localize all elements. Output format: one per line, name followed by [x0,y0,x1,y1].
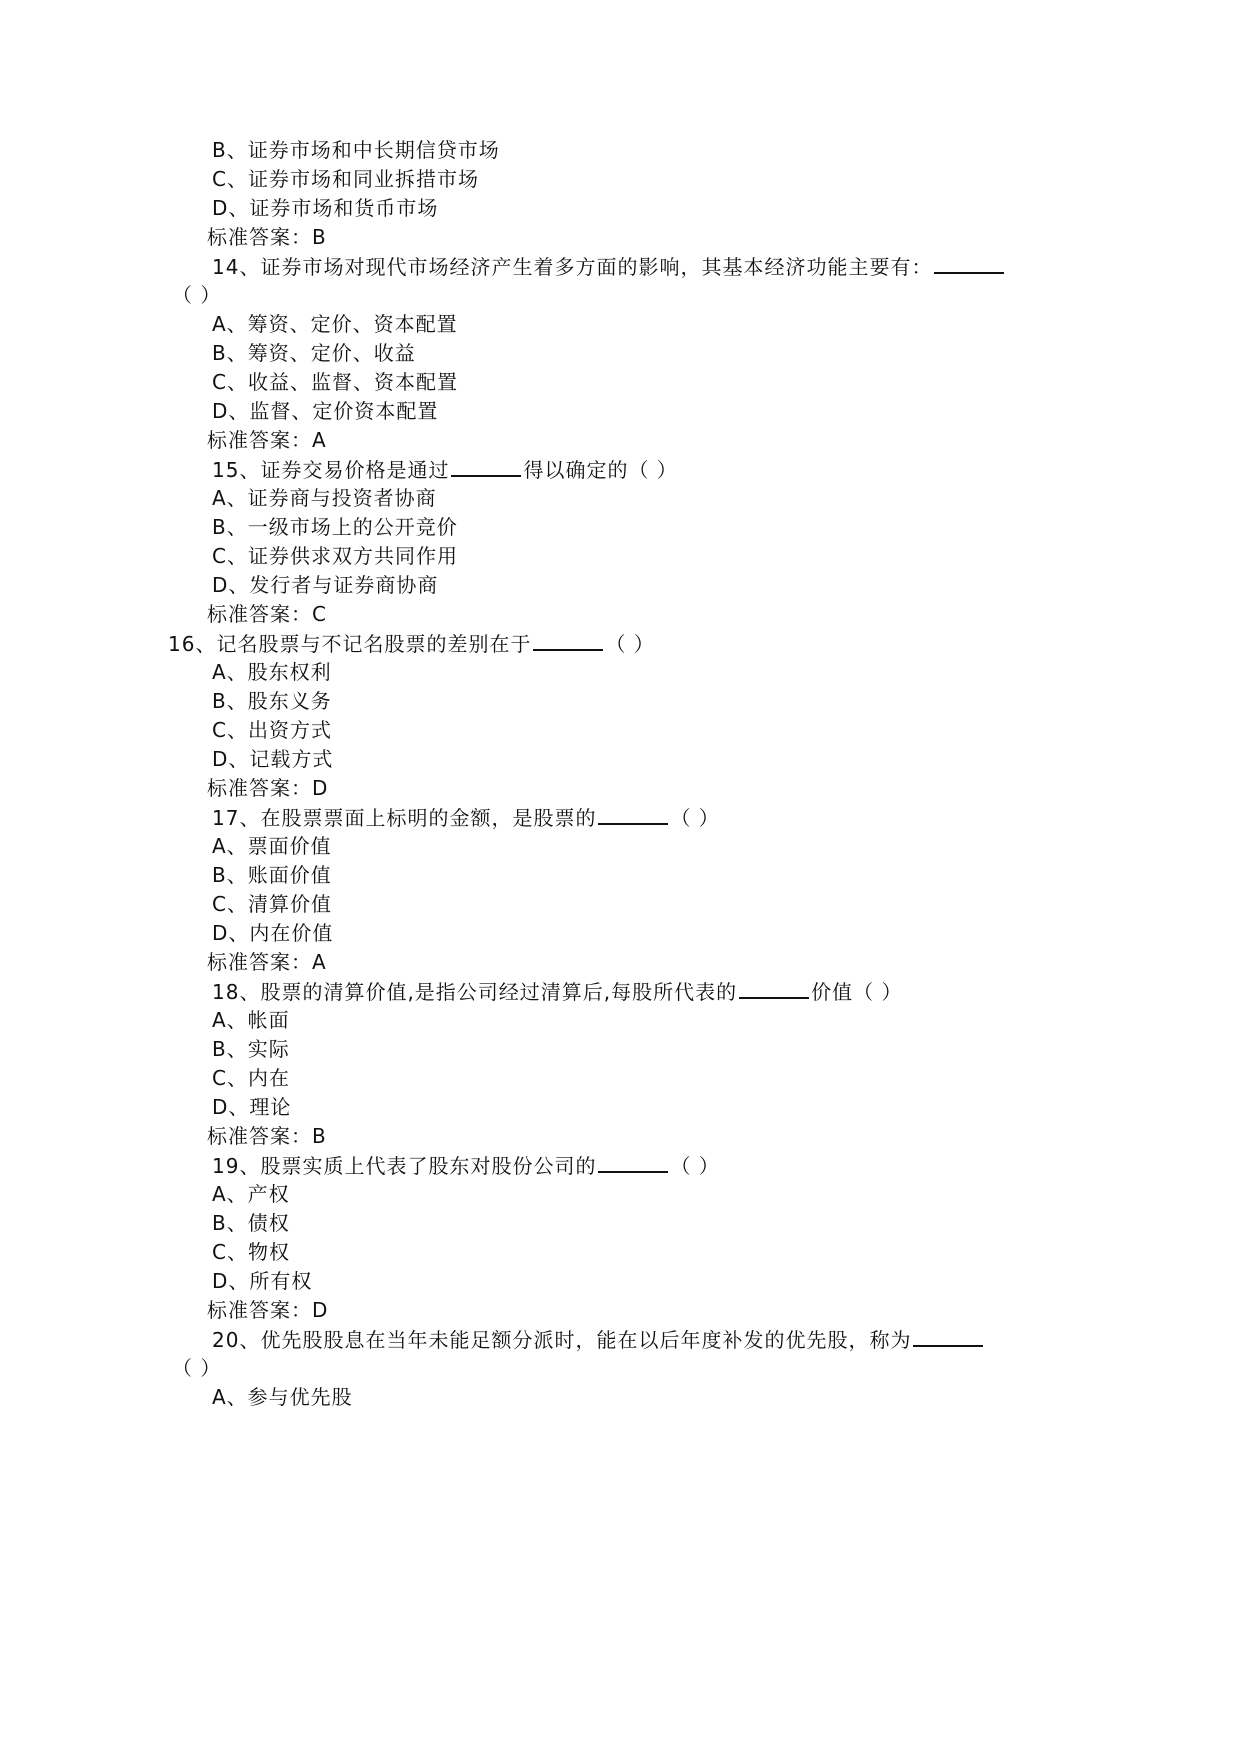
q17-fill-blank [598,803,668,825]
q17-stem-before: 17、在股票票面上标明的金额，是股票的 [212,806,597,830]
q14-fill-blank [934,252,1004,274]
q13-option-b: B、证券市场和中长期信贷市场 [212,138,500,162]
q19-option-c: C、物权 [212,1240,290,1264]
q17-stem [212,803,720,832]
q14-answer: 标准答案：A [207,428,327,452]
q15-stem-before: 15、证券交易价格是通过 [212,458,450,482]
q20-stem-text: 20、优先股股息在当年未能足额分派时，能在以后年度补发的优先股，称为 [212,1328,912,1352]
q15-option-d: D、发行者与证券商协商 [212,573,439,597]
q15-fill-blank [451,455,521,477]
q14-stem-text: 14、证券市场对现代市场经济产生着多方面的影响，其基本经济功能主要有： [212,255,933,279]
q16-option-a: A、股东权利 [212,660,332,684]
q18-option-d: D、理论 [212,1095,292,1119]
q13-option-d: D、证券市场和货币市场 [212,196,439,220]
q18-stem-before: 18、股票的清算价值,是指公司经过清算后,每股所代表的 [212,980,738,1004]
q17-option-b: B、账面价值 [212,863,332,887]
q14-option-b: B、筹资、定价、收益 [212,341,416,365]
q18-answer: 标准答案：B [207,1124,327,1148]
q15-answer: 标准答案：C [207,602,327,626]
q16-fill-blank [533,629,603,651]
q20-answer-parentheses: （ ） [172,1356,222,1380]
q18-option-c: C、内在 [212,1066,290,1090]
q15-option-c: C、证券供求双方共同作用 [212,544,458,568]
q16-stem-before: 16、记名股票与不记名股票的差别在于 [168,632,532,656]
q17-option-a: A、票面价值 [212,834,332,858]
q14-answer-parentheses: （ ） [172,283,222,307]
q17-stem-after: （ ） [670,806,720,830]
q19-option-d: D、所有权 [212,1269,313,1293]
q14-option-c: C、收益、监督、资本配置 [212,370,458,394]
q19-answer: 标准答案：D [207,1298,329,1322]
q15-stem [212,455,678,484]
q19-option-a: A、产权 [212,1182,290,1206]
q16-option-b: B、股东义务 [212,689,332,713]
q18-option-a: A、帐面 [212,1008,290,1032]
q20-option-a: A、参与优先股 [212,1385,353,1409]
q14-stem [212,252,1006,281]
q15-option-a: A、证券商与投资者协商 [212,486,437,510]
q14-option-d: D、监督、定价资本配置 [212,399,439,423]
q16-option-d: D、记载方式 [212,747,334,771]
q15-option-b: B、一级市场上的公开竞价 [212,515,458,539]
q20-fill-blank [913,1325,983,1347]
q16-stem-after: （ ） [605,632,655,656]
q13-answer: 标准答案：B [207,225,327,249]
q19-stem [212,1151,720,1180]
q19-fill-blank [598,1151,668,1173]
q16-answer: 标准答案：D [207,776,329,800]
q18-option-b: B、实际 [212,1037,290,1061]
q17-option-c: C、清算价值 [212,892,332,916]
q16-option-c: C、出资方式 [212,718,332,742]
q18-stem-after: 价值（ ） [811,980,903,1004]
q20-stem [212,1325,985,1354]
q13-option-c: C、证券市场和同业拆措市场 [212,167,479,191]
q15-stem-after: 得以确定的（ ） [523,458,678,482]
q16-stem [168,629,655,658]
q17-answer: 标准答案：A [207,950,327,974]
q18-fill-blank [739,977,809,999]
q19-stem-after: （ ） [670,1154,720,1178]
q14-option-a: A、筹资、定价、资本配置 [212,312,458,336]
q17-option-d: D、内在价值 [212,921,334,945]
q19-option-b: B、债权 [212,1211,290,1235]
q18-stem [212,977,903,1006]
q19-stem-before: 19、股票实质上代表了股东对股份公司的 [212,1154,597,1178]
